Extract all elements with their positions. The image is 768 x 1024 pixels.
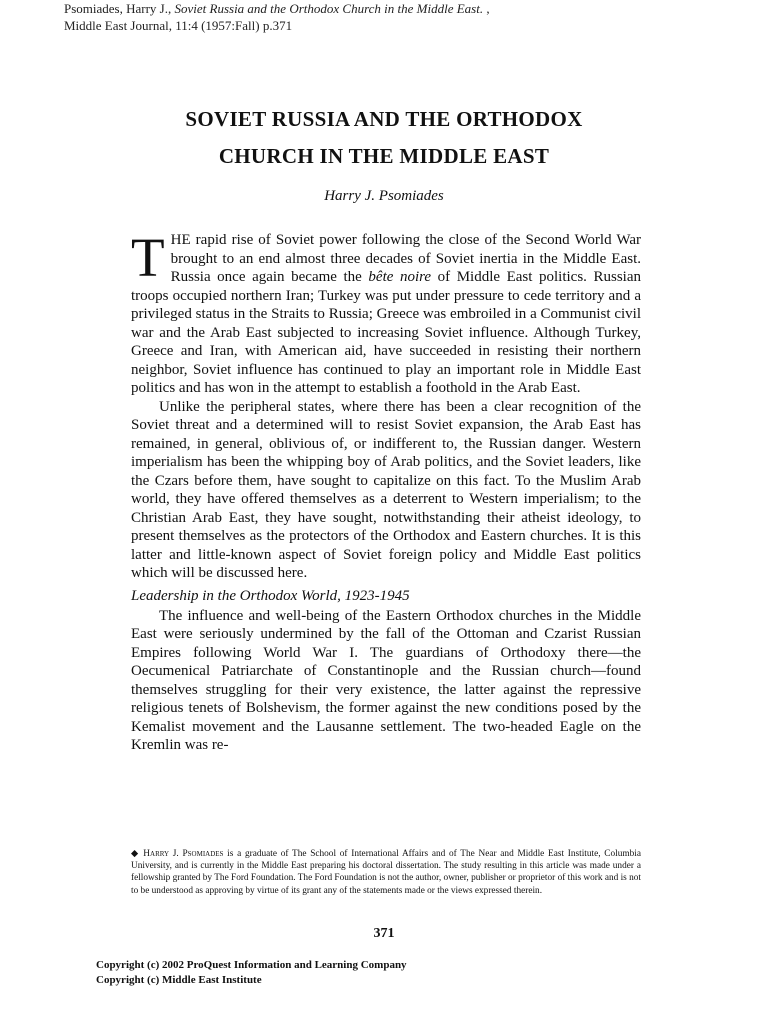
- author-footnote: [131, 848, 641, 897]
- citation-title: Soviet Russia and the Orthodox Church in the Middle East.: [174, 1, 484, 16]
- citation-header: [64, 0, 724, 34]
- article-body: [131, 227, 642, 755]
- paragraph-2: Unlike the peripheral states, where there has been a clear recognition of the Soviet threat and a determined will to resist Soviet expansion, the Arab East has remained, in general, oblivious of, or indifferent to, the Russian danger. Western imperialism has been the whipping boy of Arab politics, and the Soviet leaders, like the Czars before them, have sought to capitalize on this fact. To the Muslim Arab world, they have offered themselves as a deterrent to Western imperialism; to the Christian Arab East, they have sought, notwithstanding their atheist ideology, to present themselves as the protectors of the Orthodox and Eastern churches. It is this latter and little-known aspect of Soviet foreign policy and Middle East politics which will be discussed here.: [131, 398, 641, 581]
- paragraph-3: The influence and well-being of the Eastern Orthodox churches in the Middle East were seriously undermined by the fall of the Ottoman and Czarist Russian Empires following World War I. The guardians of Orthodoxy there—the Oecumenical Patriarchate of Constantinople and the Russian church—found themselves struggling for their very existence, the latter against the repressive religious tenets of Bolshevism, the former against the new conditions posed by the Kemalist movement and the Lausanne settlement. The two-headed Eagle on the Kremlin was re-: [131, 607, 641, 753]
- citation-authors: Psomiades, Harry J.,: [64, 1, 175, 16]
- paragraph-1: [131, 227, 642, 398]
- footnote-author-name: Harry J. Psomiades: [143, 849, 224, 859]
- page-number: 371: [373, 926, 395, 941]
- citation-after-title: ,: [483, 1, 490, 16]
- citation-journal: Middle East Journal, 11:4 (1957:Fall) p.371: [64, 18, 293, 33]
- article-author: Harry J. Psomiades: [324, 188, 444, 204]
- copyright-line-1: Copyright (c) 2002 ProQuest Information and Learning Company: [96, 959, 407, 971]
- paragraph-1-text-b: of Middle East politics. Russian troops occupied northern Iran; Turkey was put under pressure to cede territory and a privileged status in the Straits to Russia; Greece was embroiled in a Communist civil war and the Arab East subjected to increasing Soviet influence. Although Turkey, Greece and Iran, with American aid, have succeeded in resisting their northern neighbor, Soviet influence has continued to play an important role in Middle East politics and has won in the attempt to establish a foothold in the Arab East.: [131, 269, 642, 396]
- copyright-line-2: Copyright (c) Middle East Institute: [96, 974, 262, 986]
- drop-cap: T: [131, 227, 165, 288]
- paragraph-1-text-a: HE rapid rise of Soviet power following the close of the Second World War brought to an end almost three decades of Soviet inertia in the Middle East. Russia once again became the: [170, 232, 641, 285]
- title-line-1: SOVIET RUSSIA AND THE ORTHODOX: [185, 107, 583, 131]
- footnote-text: is a graduate of The School of International Affairs and of The Near and Middle East Institute, Columbia University, and is currently in the Middle East preparing his doctoral dissertation. The study resulting in this article was made under a fellowship granted by The Ford Foundation. The Ford Foundation is not the author, owner, publisher or proprietor of this work and is not to be understood as approving by virtue of its grant any of the statements made or the views expressed therein.: [131, 849, 641, 896]
- article-title: [100, 101, 668, 175]
- title-line-2: CHURCH IN THE MIDDLE EAST: [218, 144, 550, 168]
- section-heading: Leadership in the Orthodox World, 1923-1945: [131, 587, 410, 604]
- paragraph-1-italic: bête noire: [368, 269, 432, 285]
- footnote-marker: ◆: [131, 849, 144, 859]
- copyright-notice: [96, 958, 696, 988]
